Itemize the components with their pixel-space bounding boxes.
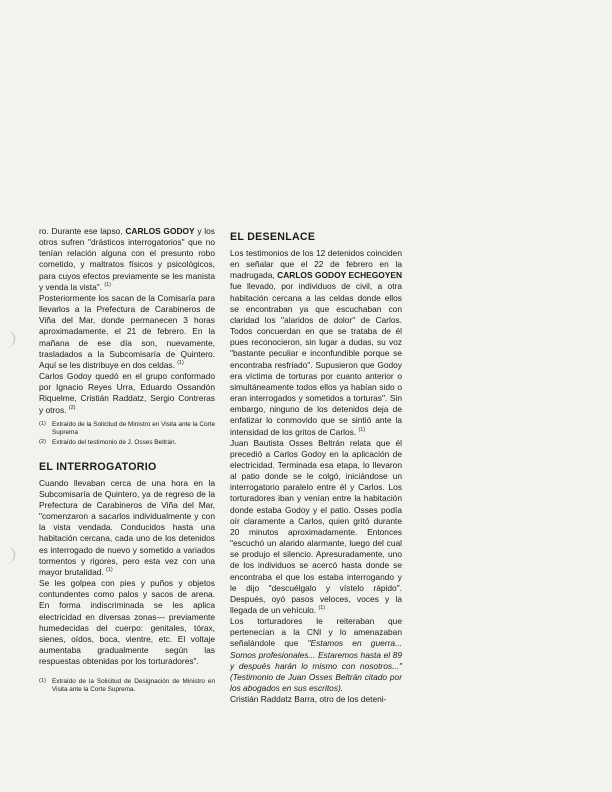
- right-column: [230, 226, 402, 705]
- footnote-ref: (2): [68, 404, 76, 411]
- footnote-ref: (1): [177, 360, 184, 367]
- desenlace-paragraph-3: [230, 616, 402, 694]
- paragraph-transfer: [39, 293, 215, 371]
- name-emphasis: CARLOS GODOY: [125, 226, 195, 236]
- text-run: Juan Bautista Osses Beltrán relata que él precedió a Carlos Godoy en la aplicación de electricidad. Terminada esa etapa, lo llevaron al patio donde se le colgó, iniciándose un interrogatorio paralelo entre él y Carlos. Los torturadores iban y venían entre la habitación donde estaba Godoy y el patio. Osses podía oír claramente a Carlos, quien gritó durante 20 minutos aproximadamente. Entonces "escuchó un alarido alarmante, luego del cual se produjo el silencio. Apresuradamente, uno de los individuos se acercó hasta donde se encontraba el que los estaba interrogando y le dijo "descuélgalo y vístelo rápido". Después, oyó pasos veloces, voces y la llegada de un vehículo.: [230, 437, 402, 615]
- text-run: ro. Durante ese lapso,: [39, 226, 126, 236]
- interrogatorio-paragraph-1: [39, 478, 215, 578]
- footnote-text: Extraído del testimonio de J. Osses Beltrán.: [52, 438, 177, 446]
- text-run: Los torturadores le reiteraban que pertenecían a la CNI y lo amenazaban señalándole que: [230, 616, 402, 649]
- paragraph-group: [39, 371, 215, 416]
- footnote-ref: (1): [318, 605, 326, 612]
- footnote-ref: (1): [104, 281, 111, 288]
- text-run: Carlos Godoy quedó en el grupo conformado por Ignacio Reyes Urra, Eduardo Ossandón Riquelme, Cristián Raddatz, Sergio Contreras y otros.: [39, 371, 215, 415]
- text-run: Posteriormente los sacan de la Comisaría para llevarlos a la Prefectura de Carabineros de Viña del Mar, donde permanecen 3 horas aproximadamente, el 21 de febrero. En la mañana de ese día son, nuevamente, trasladados a la Subcomisaría de Quintero. Aquí se les distribuye en dos celdas.: [39, 292, 215, 370]
- footnote-marker: (1): [39, 678, 46, 685]
- footnote-ref: (1): [358, 426, 366, 433]
- heading-desenlace: EL DESENLACE: [230, 231, 316, 243]
- footnote-marker: (1): [39, 420, 46, 427]
- binder-hole-mark: [0, 330, 15, 348]
- footnote-item: [39, 421, 215, 437]
- footnote-text: Extraído de la Solicitud de Ministro en Visita ante la Corte Suprema: [52, 420, 215, 436]
- footnotes-section-1: [39, 421, 215, 447]
- name-emphasis: CARLOS GODOY ECHEGOYEN: [277, 270, 403, 281]
- desenlace-paragraph-4: Cristián Raddatz Barra, otro de los deteni-: [230, 694, 387, 705]
- binder-hole-mark: [0, 546, 15, 564]
- left-column: [39, 226, 215, 696]
- text-run: Los testimonios de los 12 detenidos coinciden en señalar que el 22 de febrero en la madrugada,: [230, 248, 402, 281]
- footnote-item: [39, 678, 215, 694]
- footnote-ref: (1): [106, 567, 113, 574]
- footnote-text: Extraído de la Solicitud de Designación de Ministro en Visita ante la Corte Suprema.: [52, 678, 215, 694]
- text-run: y los otros sufren "drásticos interrogatorios" que no tenían relación alguna con el presunto robo cometido, y maltratos físicos y psicológicos, para cuyos efectos previamente se les manista y venda la vista".: [39, 226, 215, 292]
- quoted-testimony: "Estamos en guerra... Somos profesionales... Estaremos hasta el 89 y después harán lo mismo con nosotros..." (Testimonio de Juan Osses Beltrán citado por los abogados en sus escritos).: [230, 638, 402, 694]
- footnote-item: [39, 439, 215, 447]
- footnotes-section-2: [39, 678, 215, 694]
- intro-paragraph: [39, 226, 215, 293]
- text-run: fue llevado, por individuos de civil, a otra habitación cercana a las celdas donde ellos se encontraban ya que escuchaban con claridad los "alaridos de dolor" de Carlos. Todos concuerdan en que se trataba de él pues reconocieron, sin lugar a dudas, su voz "bastante peculiar e inconfundible porque se encontraba resfriado". Supusieron que Godoy era víctima de torturas por cuanto anterior o simultáneamente todos ellos ya habían sido o eran interrogados y sometidos a torturas". Sin embargo, ninguno de los detenidos deja de enfatizar lo conmovido que se sintió ante la intensidad de los gritos de Carlos.: [230, 281, 402, 437]
- desenlace-paragraph-1: [230, 248, 402, 438]
- interrogatorio-paragraph-2: Se les golpea con pies y puños y objetos contundentes como palos y sacos de arena. En forma indiscriminada se les aplica electricidad en diversas zonas— previamente humedecidas del cuerpo: genitales, tórax, sienes, oídos, boca, vientre, etc. El voltaje aumentaba gradualmente según las respuestas obtenidas por los torturadores".: [39, 578, 215, 667]
- desenlace-paragraph-2: [230, 438, 402, 617]
- heading-interrogatorio: EL INTERROGATORIO: [39, 460, 157, 473]
- text-run: Cuando llevaban cerca de una hora en la Subcomisaría de Quintero, ya de regreso de la Prefectura de Carabineros de Viña del Mar, "comenzaron a sacarlos individualmente y con la vista vendada. Conducidos hasta una habitación cercana, cada uno de los detenidos es interrogado de nuevo y sometido a variados tormentos y rigores, pero esta vez con una mayor brutalidad.: [39, 477, 215, 577]
- footnote-marker: (2): [39, 438, 46, 445]
